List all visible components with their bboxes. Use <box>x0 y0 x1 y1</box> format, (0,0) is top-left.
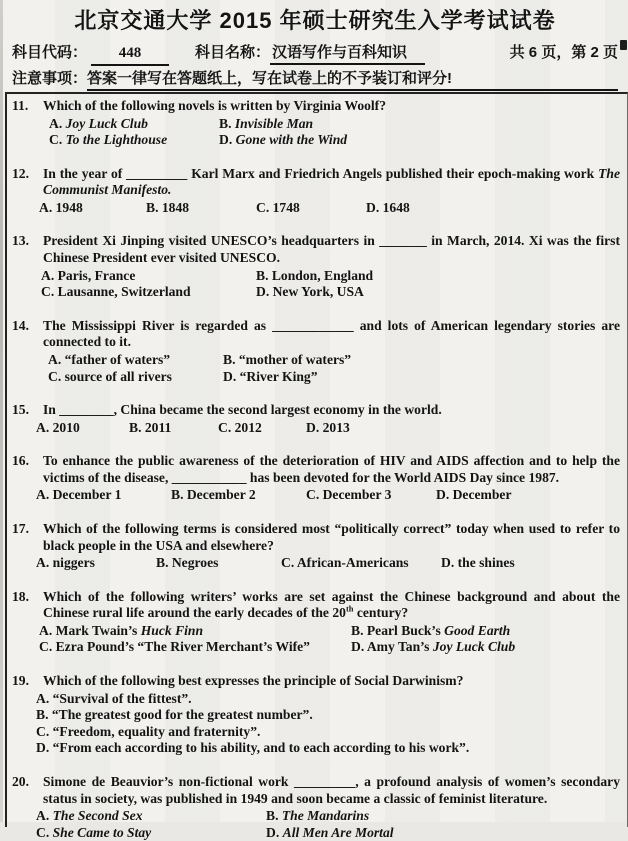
question-14 <box>12 318 620 385</box>
page-count: 共 6 页，第 2 页 <box>509 44 618 61</box>
questions-box <box>5 92 628 840</box>
question-16 <box>12 453 620 504</box>
option: D. 2013 <box>306 419 350 435</box>
header <box>0 0 628 91</box>
question-number: 14. <box>12 317 29 333</box>
option: D. December <box>436 487 512 503</box>
option: D. New York, USA <box>256 284 364 300</box>
question-stem: Which of the following writers’ works are set against the Chinese background and about the Chinese rural life around the early decades of the 20th century? <box>43 588 620 621</box>
question-number: 19. <box>12 673 29 689</box>
option: B. The Mandarins <box>266 808 370 824</box>
option: B. December 2 <box>171 487 256 503</box>
question-number: 18. <box>12 588 29 604</box>
subject-code-label: 科目代码： <box>12 44 88 61</box>
option: C. “Freedom, equality and fraternity”. <box>36 723 261 739</box>
question-19 <box>12 673 620 757</box>
option: D. the shines <box>441 555 515 571</box>
options-group <box>12 352 620 385</box>
option: A. Paris, France <box>41 267 136 283</box>
option: D. Gone with the Wind <box>219 132 348 148</box>
question-13 <box>12 233 620 300</box>
option: C. Ezra Pound’s “The River Merchant’s Wife” <box>39 639 310 655</box>
question-stem: Simone de Beauvior’s non-fictional work _________, a profound analysis of women’s secondary status in society, was published in 1949 and soon became a classic of feminist literature. <box>43 773 620 806</box>
option: C. To the Lighthouse <box>49 132 168 148</box>
option: A. 2010 <box>36 419 80 435</box>
option: C. 2012 <box>218 419 262 435</box>
option: A. Joy Luck Club <box>49 115 148 131</box>
options-group <box>12 487 620 504</box>
options-group <box>12 116 620 149</box>
question-stem: In ________, China became the second largest economy in the world. <box>43 402 442 418</box>
option: C. source of all rivers <box>48 368 172 384</box>
option: B. London, England <box>256 267 374 283</box>
options-group <box>12 808 620 841</box>
question-11 <box>12 98 620 149</box>
question-number: 13. <box>12 233 29 249</box>
question-number: 20. <box>12 773 29 789</box>
option: A. niggers <box>36 555 95 571</box>
notice-label: 注意事项： <box>12 70 88 87</box>
question-17 <box>12 521 620 572</box>
question-stem: In the year of _________ Karl Marx and Friedrich Angels published their epoch-making work The Communist Manifesto. <box>43 165 620 198</box>
question-stem: To enhance the public awareness of the deterioration of HIV and AIDS affection and to help the victims of the disease, ___________ has been devoted for the World AIDS Day since 1987. <box>43 453 620 485</box>
option: D. 1648 <box>366 199 410 215</box>
subject-name-label: 科目名称： <box>195 44 271 61</box>
options-group <box>12 691 620 757</box>
option: B. Negroes <box>156 555 219 571</box>
question-15 <box>12 402 620 436</box>
question-stem: Which of the following best expresses the principle of Social Darwinism? <box>43 673 464 689</box>
option: D. All Men Are Mortal <box>266 824 394 840</box>
notice-underline-extension <box>452 68 618 91</box>
question-number: 17. <box>12 520 29 536</box>
option: C. She Came to Stay <box>36 824 152 840</box>
option: A. 1948 <box>39 199 83 215</box>
option: D. “River King” <box>223 368 318 384</box>
subject-name-value: 汉语写作与百科知识 <box>270 42 425 65</box>
subject-row <box>12 42 618 66</box>
question-stem: Which of the following terms is considered most “politically correct” today when used to refer to black people in the USA and elsewhere? <box>43 520 620 553</box>
option: B. 1848 <box>146 199 190 215</box>
option: A. Mark Twain’s Huck Finn <box>39 622 204 638</box>
options-group <box>12 555 620 572</box>
question-number: 12. <box>12 165 29 181</box>
option: B. Pearl Buck’s Good Earth <box>351 622 511 638</box>
option: D. Amy Tan’s Joy Luck Club <box>351 639 516 655</box>
option: C. 1748 <box>256 199 300 215</box>
options-group <box>12 623 620 656</box>
option: B. Invisible Man <box>219 115 314 131</box>
scan-edge-artifact <box>0 0 3 822</box>
question-number: 11. <box>12 98 29 113</box>
option: B. “mother of waters” <box>223 351 352 367</box>
options-group <box>12 420 620 437</box>
option: A. December 1 <box>36 487 122 503</box>
question-number: 16. <box>12 453 29 469</box>
question-18 <box>12 589 620 656</box>
exam-title: 北京交通大学 2015 年硕士研究生入学考试试卷 <box>74 8 556 33</box>
option: B. “The greatest good for the greatest number”. <box>36 707 313 723</box>
question-stem: Which of the following novels is written by Virginia Woolf? <box>43 98 387 113</box>
question-12 <box>12 166 620 217</box>
option: A. “Survival of the fittest”. <box>36 690 192 706</box>
options-group <box>12 200 620 217</box>
option: C. African-Americans <box>281 555 409 571</box>
option: C. Lausanne, Switzerland <box>41 284 191 300</box>
notice-row <box>12 68 618 91</box>
option: C. December 3 <box>306 487 392 503</box>
options-group <box>12 268 620 301</box>
question-20 <box>12 774 620 841</box>
question-stem: President Xi Jinping visited UNESCO’s headquarters in _______ in March, 2014. Xi was the first Chinese President ever visited UNESCO. <box>43 233 620 266</box>
subject-code-value: 448 <box>91 43 169 66</box>
notice-text: 答案一律写在答题纸上，写在试卷上的不予装订和评分! <box>87 68 452 91</box>
option: A. “father of waters” <box>48 351 171 367</box>
option: B. 2011 <box>129 419 172 435</box>
scan-smudge-artifact <box>620 40 627 50</box>
question-stem: The Mississippi River is regarded as ____________ and lots of American legendary stories are connected to it. <box>43 317 620 350</box>
question-number: 15. <box>12 402 29 418</box>
option: D. “From each according to his ability, and to each according to his work”. <box>36 740 470 756</box>
option: A. The Second Sex <box>36 808 143 824</box>
